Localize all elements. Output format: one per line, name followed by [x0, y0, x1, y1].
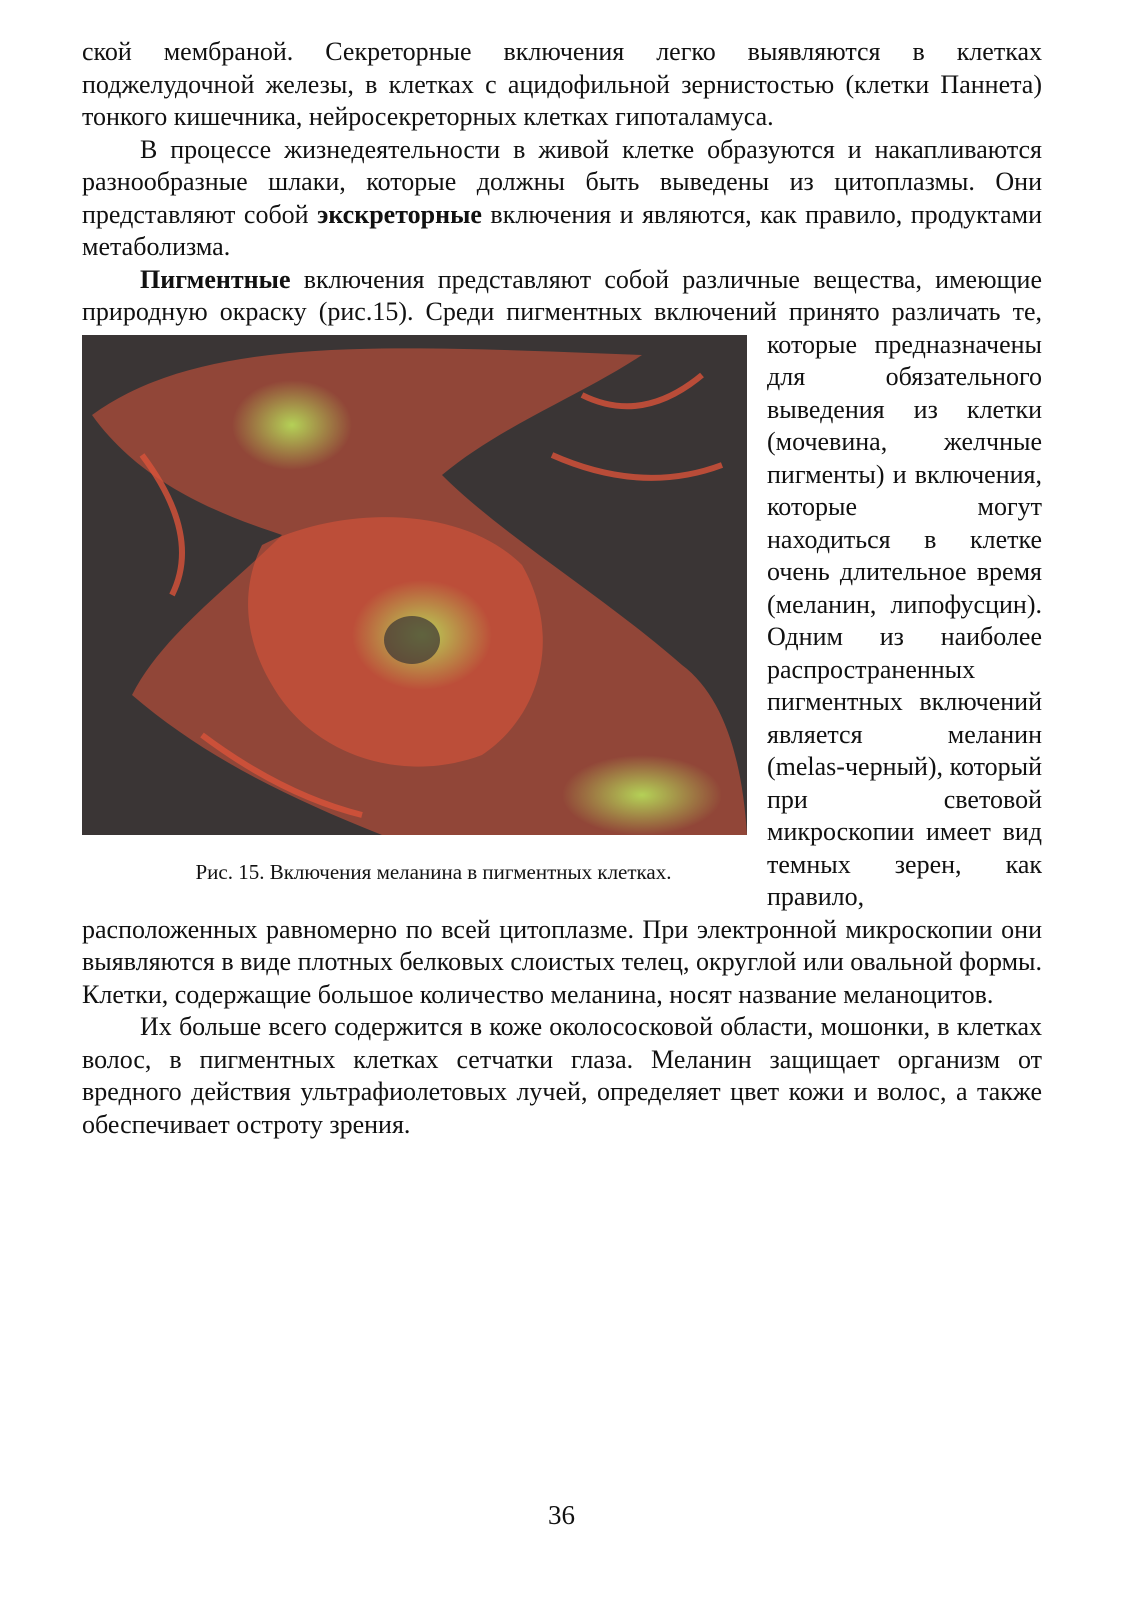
figure-15-float [82, 335, 747, 885]
paragraph-2-text-start: В процессе жизнедеятельности в живой клетке образуются и накапливаются разнообразные шлаки, которые должны быть выведены из цитоплазмы. Они представляют собой [82, 134, 1042, 229]
paragraph-3-text: включения представляют собой различные вещества, имеющие природную окраску (рис.15). Среди пигментных включений [82, 264, 1042, 326]
term-excretory: экскреторные [317, 199, 482, 229]
page-body [82, 36, 1042, 1141]
page-number: 36 [548, 1500, 575, 1530]
figure-caption: Рис. 15. Включения меланина в пигментных клетках. [195, 859, 672, 884]
paragraph-2 [82, 134, 1042, 264]
term-pigment: Пигментные [140, 264, 291, 294]
paragraph-1: ской мембраной. Секреторные включения легко выявляются в клетках поджелудочной железы, в клетках с ацидофильной зернистостью (клетки Паннета) тонкого кишечника, нейросекреторных клетках гипоталамуса. [82, 37, 1042, 131]
paragraph-4: Их больше всего содержится в коже околососковой области, мошонки, в клетках волос, в пигментных клетках сетчатки глаза. Меланин защищает организм от вредного действия ультрафиолетовых лучей, определяет цвет кожи и волос, а также обеспечивает остроту зрения. [82, 1012, 1042, 1139]
paragraph-2-text-end: включения и являются, как правило, продуктами метаболизма. [82, 199, 1042, 261]
micrograph-image [82, 335, 747, 835]
paragraph-3-text-continued: принято различать те, которые предназначены для обязательного выведения из клетки (мочевина, желчные пигменты) и включения, которые могут находиться в клетке очень длительное время (меланин, липофусцин). Одним из наиболее распространенных пигментных включений является меланин (melas-черный), который при световой микроскопии имеет вид темных зерен, как правило, расположенных равномерно по всей цитоплазме. При электронной микроскопии они выявляются в виде плотных белковых слоистых телец, округлой или овальной формы. Клетки, содержащие большое количество меланина, носят название меланоцитов. [82, 297, 1043, 1009]
paragraph-3-lead [82, 264, 1042, 1012]
